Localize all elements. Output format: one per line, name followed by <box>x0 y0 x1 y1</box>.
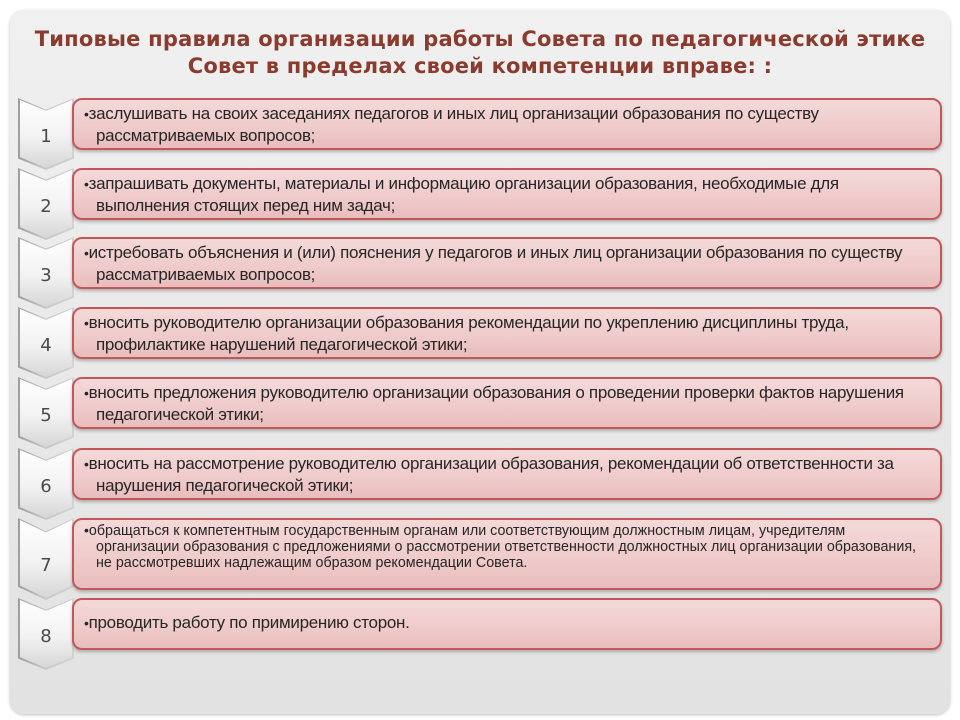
bullet: • <box>84 615 89 631</box>
item-text-box <box>72 307 942 359</box>
list-item-7 <box>18 518 942 600</box>
item-text-box <box>72 598 942 650</box>
item-text-box <box>72 448 942 500</box>
item-text: •заслушивать на своих заседаниях педагогов и иных лиц организации образования по существу рассматриваемых вопросов; <box>84 104 819 145</box>
list-item-5 <box>18 377 942 449</box>
item-text-box <box>72 518 942 590</box>
bullet: • <box>84 456 89 472</box>
list-item-1 <box>18 98 942 170</box>
list-item-8 <box>18 598 942 670</box>
item-text: •проводить работу по примирению сторон. <box>84 613 410 632</box>
item-text-box <box>72 237 942 289</box>
bullet: • <box>84 385 89 401</box>
item-number: 1 <box>40 126 52 147</box>
item-number: 7 <box>40 555 52 576</box>
item-text-box <box>72 98 942 150</box>
bullet: • <box>84 176 89 192</box>
title-line-2: Совет в пределах своей компетенции вправе: : <box>187 54 773 78</box>
item-text: •обращаться к компетентным государственным органам или соответствующим должностным лицам, учредителям организации образования с предложениями о рассмотрении ответственности должностных лиц организации образования, не рассмотревших надлежащим образом рекомендации Совета. <box>84 522 917 571</box>
list-item-6 <box>18 448 942 520</box>
item-number: 4 <box>40 335 52 356</box>
bullet: • <box>84 522 89 538</box>
item-text-box <box>72 168 942 220</box>
item-number: 3 <box>40 265 52 286</box>
slide-title <box>10 26 950 80</box>
item-number: 8 <box>40 626 52 647</box>
item-number: 6 <box>40 476 52 497</box>
list-item-2 <box>18 168 942 240</box>
bullet: • <box>84 106 89 122</box>
bullet: • <box>84 245 89 261</box>
list-item-4 <box>18 307 942 379</box>
item-text: •вносить на рассмотрение руководителю организации образования, рекомендации об ответственности за нарушения педагогической этики; <box>84 454 894 495</box>
list-item-3 <box>18 237 942 309</box>
title-line-1: Типовые правила организации работы Совета по педагогической этике <box>34 27 926 51</box>
item-text: •истребовать объяснения и (или) пояснения у педагогов и иных лиц организации образования по существу рассматриваемых вопросов; <box>84 243 903 284</box>
bullet: • <box>84 315 89 331</box>
item-text: •запрашивать документы, материалы и информацию организации образования, необходимые для выполнения стоящих перед ним задач; <box>84 174 839 215</box>
item-text-box <box>72 377 942 429</box>
item-text: •вносить руководителю организации образования рекомендации по укреплению дисциплины труда, профилактике нарушений педагогической этики; <box>84 313 849 354</box>
item-text: •вносить предложения руководителю организации образования о проведении проверки фактов нарушения педагогической этики; <box>84 383 904 424</box>
item-number: 5 <box>40 405 52 426</box>
item-number: 2 <box>40 196 52 217</box>
